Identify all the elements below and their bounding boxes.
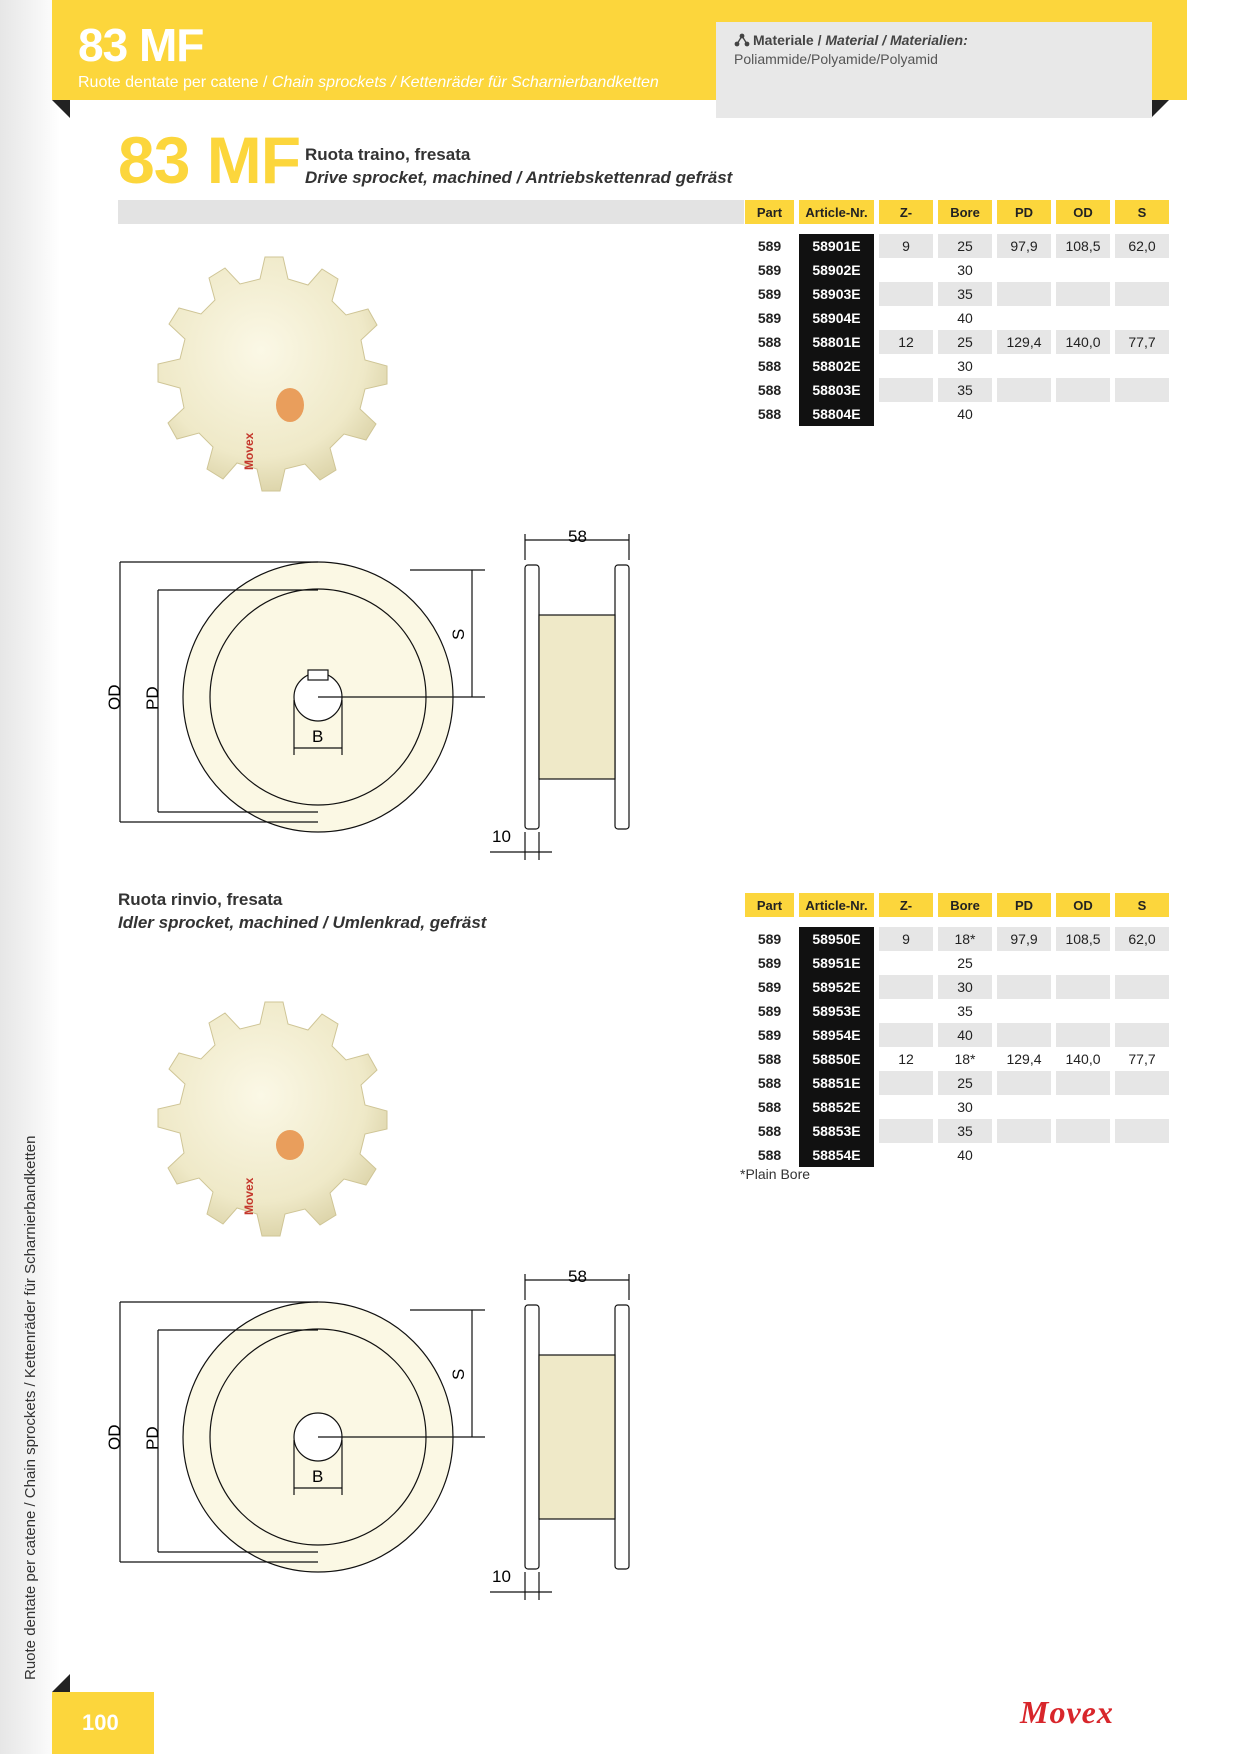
cell-pd bbox=[997, 1119, 1051, 1143]
cell-part: 589 bbox=[757, 1003, 782, 1019]
cell-od bbox=[1056, 1143, 1110, 1167]
cell-od: 140,0 bbox=[1065, 1051, 1101, 1067]
table-header-row bbox=[745, 200, 1169, 224]
cell-bore: 35 bbox=[938, 1119, 992, 1143]
cell-s bbox=[1115, 1095, 1169, 1119]
column-header-z: Z- bbox=[879, 200, 933, 224]
cell-s bbox=[1115, 258, 1169, 282]
table-row bbox=[745, 1095, 1169, 1119]
cell-bore: 40 bbox=[957, 310, 973, 326]
cell-art: 58851E bbox=[799, 1071, 874, 1095]
cell-bore: 30 bbox=[938, 975, 992, 999]
column-header-od: OD bbox=[1056, 200, 1110, 224]
column-header-s: S bbox=[1115, 893, 1169, 917]
brand-logo: Movex bbox=[1020, 1694, 1114, 1730]
cell-part: 588 bbox=[757, 1099, 782, 1115]
cell-z: 9 bbox=[879, 234, 933, 258]
cell-pd: 129,4 bbox=[997, 330, 1051, 354]
bore-hole bbox=[276, 1130, 304, 1160]
idler-technical-drawing bbox=[100, 1260, 660, 1600]
material-label: Materiale / Material / Materialien: bbox=[734, 32, 1134, 48]
cell-s bbox=[1115, 999, 1169, 1023]
cell-od bbox=[1056, 1119, 1110, 1143]
cell-s bbox=[1115, 306, 1169, 330]
cell-bore: 40 bbox=[957, 1147, 973, 1163]
cell-part: 589 bbox=[757, 310, 782, 326]
cell-z bbox=[879, 282, 933, 306]
dim-bore-label: B bbox=[312, 1467, 324, 1486]
cell-pd bbox=[997, 378, 1051, 402]
cell-s bbox=[1115, 975, 1169, 999]
cell-art: 58853E bbox=[799, 1119, 874, 1143]
header-title: 83 MF bbox=[78, 19, 204, 71]
drive-subtitle: Drive sprocket, machined / Antriebskettenrad gefräst bbox=[305, 168, 733, 187]
cell-pd bbox=[997, 1023, 1051, 1047]
drive-spec-table bbox=[740, 200, 1174, 426]
cell-s bbox=[1115, 951, 1169, 975]
cell-s bbox=[1115, 1143, 1169, 1167]
cell-part: 588 bbox=[757, 1147, 782, 1163]
dim-s-label: S bbox=[449, 628, 468, 640]
cell-pd bbox=[997, 402, 1051, 426]
table-row bbox=[745, 354, 1169, 378]
footer-triangle bbox=[52, 1674, 70, 1692]
cell-art: 58950E bbox=[799, 927, 874, 951]
cell-z: 9 bbox=[879, 927, 933, 951]
table-row bbox=[745, 330, 1169, 354]
cell-od: 108,5 bbox=[1056, 234, 1110, 258]
cell-od bbox=[1056, 999, 1110, 1023]
column-header-art: Article-Nr. bbox=[799, 200, 874, 224]
cell-part: 589 bbox=[757, 931, 782, 947]
cell-z bbox=[879, 1119, 933, 1143]
dim-flange-label: 10 bbox=[492, 827, 511, 846]
cell-od bbox=[1056, 951, 1110, 975]
cell-od bbox=[1056, 306, 1110, 330]
table-row bbox=[745, 1071, 1169, 1095]
cell-art: 58854E bbox=[799, 1143, 874, 1167]
column-header-pd: PD bbox=[997, 200, 1051, 224]
idler-spec-table bbox=[740, 893, 1174, 1167]
column-header-pd: PD bbox=[997, 893, 1051, 917]
cell-od: 108,5 bbox=[1056, 927, 1110, 951]
cell-s: 77,7 bbox=[1115, 330, 1169, 354]
drive-technical-drawing bbox=[100, 520, 660, 860]
cell-od bbox=[1056, 258, 1110, 282]
cell-pd: 97,9 bbox=[997, 234, 1051, 258]
table-row bbox=[745, 282, 1169, 306]
table-row bbox=[745, 234, 1169, 258]
cell-bore: 18* bbox=[954, 1051, 976, 1067]
cell-od bbox=[1056, 402, 1110, 426]
corner-triangle-left bbox=[52, 100, 70, 118]
cell-bore: 25 bbox=[938, 330, 992, 354]
column-header-art: Article-Nr. bbox=[799, 893, 874, 917]
column-header-part: Part bbox=[745, 893, 794, 917]
cell-pd bbox=[997, 951, 1051, 975]
cell-s: 77,7 bbox=[1128, 1051, 1156, 1067]
sprocket-body bbox=[158, 1002, 387, 1236]
table-header-row bbox=[745, 893, 1169, 917]
dim-s-label: S bbox=[449, 1368, 468, 1380]
dim-pd-label: PD bbox=[143, 1426, 162, 1450]
material-value: Poliammide/Polyamide/Polyamid bbox=[734, 51, 938, 67]
cell-art: 58951E bbox=[799, 951, 874, 975]
cell-z bbox=[879, 402, 933, 426]
sprocket-body bbox=[158, 257, 387, 491]
side-running-title: Ruote dentate per catene / Chain sprockets / Kettenräder für Scharnierbandketten bbox=[22, 1135, 39, 1680]
cell-art: 58801E bbox=[799, 330, 874, 354]
column-header-s: S bbox=[1115, 200, 1169, 224]
cell-z bbox=[879, 1071, 933, 1095]
dim-bore-label: B bbox=[312, 727, 324, 746]
cell-s bbox=[1115, 1119, 1169, 1143]
cell-art: 58901E bbox=[799, 234, 874, 258]
cell-part: 589 bbox=[757, 262, 782, 278]
cell-art: 58903E bbox=[799, 282, 874, 306]
cell-pd: 97,9 bbox=[997, 927, 1051, 951]
cell-od bbox=[1056, 1023, 1110, 1047]
table-row bbox=[745, 975, 1169, 999]
cell-part: 589 bbox=[757, 955, 782, 971]
cell-pd bbox=[997, 1071, 1051, 1095]
cell-pd bbox=[997, 258, 1051, 282]
table-row bbox=[745, 927, 1169, 951]
idler-sprocket-photo bbox=[130, 990, 400, 1270]
photo-brand-mark: Movex bbox=[242, 1177, 256, 1215]
cell-part: 588 bbox=[757, 1075, 782, 1091]
cell-part: 588 bbox=[757, 406, 782, 422]
cell-od bbox=[1056, 282, 1110, 306]
cell-od bbox=[1056, 354, 1110, 378]
cell-pd bbox=[997, 1095, 1051, 1119]
cell-art: 58803E bbox=[799, 378, 874, 402]
cell-s bbox=[1115, 1071, 1169, 1095]
column-header-part: Part bbox=[745, 200, 794, 224]
cell-art: 58902E bbox=[799, 258, 874, 282]
table-row bbox=[745, 1119, 1169, 1143]
bore-hole bbox=[276, 388, 304, 422]
cell-pd: 129,4 bbox=[1006, 1051, 1042, 1067]
cell-part: 589 bbox=[757, 1027, 782, 1043]
dim-flange-label: 10 bbox=[492, 1567, 511, 1586]
cell-od bbox=[1056, 1071, 1110, 1095]
cell-z bbox=[879, 306, 933, 330]
cell-bore: 18* bbox=[938, 927, 992, 951]
drive-sprocket-photo bbox=[130, 245, 400, 525]
section-title-big: 83 MF bbox=[118, 123, 301, 197]
table-row bbox=[745, 1023, 1169, 1047]
dim-width-label: 58 bbox=[568, 1267, 587, 1286]
section-bar bbox=[118, 200, 744, 224]
footnote: *Plain Bore bbox=[740, 1166, 811, 1182]
table-row bbox=[745, 402, 1169, 426]
cell-art: 58952E bbox=[799, 975, 874, 999]
cell-s bbox=[1115, 402, 1169, 426]
cell-s bbox=[1115, 282, 1169, 306]
cell-z bbox=[879, 354, 933, 378]
cell-z bbox=[879, 1023, 933, 1047]
cell-pd bbox=[997, 975, 1051, 999]
idler-subtitle: Idler sprocket, machined / Umlenkrad, gefräst bbox=[118, 913, 487, 932]
table-row bbox=[745, 306, 1169, 330]
cell-part: 589 bbox=[757, 979, 782, 995]
cell-s bbox=[1115, 378, 1169, 402]
cell-part: 588 bbox=[757, 358, 782, 374]
cell-z: 12 bbox=[879, 330, 933, 354]
cell-art: 58953E bbox=[799, 999, 874, 1023]
column-header-od: OD bbox=[1056, 893, 1110, 917]
cell-z bbox=[879, 378, 933, 402]
cell-s: 62,0 bbox=[1115, 927, 1169, 951]
table-row bbox=[745, 1047, 1169, 1071]
dim-width-label: 58 bbox=[568, 527, 587, 546]
cell-bore: 25 bbox=[957, 955, 973, 971]
cell-od bbox=[1056, 1095, 1110, 1119]
cell-part: 589 bbox=[757, 286, 782, 302]
cell-art: 58852E bbox=[799, 1095, 874, 1119]
cell-z bbox=[879, 975, 933, 999]
column-header-bore: Bore bbox=[938, 893, 992, 917]
header-subtitle: Ruote dentate per catene / Chain sprockets / Kettenräder für Scharnierbandketten bbox=[78, 74, 659, 91]
cell-pd bbox=[997, 282, 1051, 306]
cell-art: 58802E bbox=[799, 354, 874, 378]
table-row bbox=[745, 951, 1169, 975]
table-row bbox=[745, 258, 1169, 282]
material-box bbox=[716, 22, 1152, 118]
cell-z bbox=[879, 258, 933, 282]
cell-bore: 35 bbox=[938, 282, 992, 306]
cell-part: 589 bbox=[757, 238, 782, 254]
dim-od-label: OD bbox=[105, 684, 124, 710]
cell-z bbox=[879, 999, 933, 1023]
dim-od-label: OD bbox=[105, 1424, 124, 1450]
molecule-icon bbox=[734, 33, 750, 47]
cell-pd bbox=[997, 1143, 1051, 1167]
cell-z bbox=[879, 1143, 933, 1167]
cell-bore: 30 bbox=[957, 1099, 973, 1115]
table-row bbox=[745, 1143, 1169, 1167]
cell-part: 588 bbox=[757, 334, 782, 350]
cell-bore: 40 bbox=[938, 1023, 992, 1047]
column-header-z: Z- bbox=[879, 893, 933, 917]
column-header-bore: Bore bbox=[938, 200, 992, 224]
page-number: 100 bbox=[82, 1710, 119, 1735]
cell-s bbox=[1115, 1023, 1169, 1047]
cell-art: 58954E bbox=[799, 1023, 874, 1047]
cell-art: 58804E bbox=[799, 402, 874, 426]
photo-brand-mark: Movex bbox=[242, 432, 256, 470]
cell-z: 12 bbox=[898, 1051, 914, 1067]
cell-bore: 40 bbox=[957, 406, 973, 422]
table-row bbox=[745, 378, 1169, 402]
idler-title: Ruota rinvio, fresata bbox=[118, 890, 283, 909]
drive-title: Ruota traino, fresata bbox=[305, 145, 471, 164]
cell-bore: 25 bbox=[938, 234, 992, 258]
cell-part: 588 bbox=[757, 1123, 782, 1139]
cell-art: 58850E bbox=[799, 1047, 874, 1071]
cell-od bbox=[1056, 378, 1110, 402]
cell-bore: 25 bbox=[938, 1071, 992, 1095]
cell-s bbox=[1115, 354, 1169, 378]
cell-bore: 30 bbox=[957, 262, 973, 278]
cell-z bbox=[879, 1095, 933, 1119]
cell-part: 588 bbox=[757, 1051, 782, 1067]
cell-pd bbox=[997, 999, 1051, 1023]
table-row bbox=[745, 999, 1169, 1023]
cell-bore: 35 bbox=[938, 378, 992, 402]
cell-bore: 35 bbox=[957, 1003, 973, 1019]
cell-part: 588 bbox=[757, 382, 782, 398]
corner-triangle-right bbox=[1151, 100, 1169, 118]
cell-s: 62,0 bbox=[1115, 234, 1169, 258]
cell-od: 140,0 bbox=[1056, 330, 1110, 354]
cell-pd bbox=[997, 354, 1051, 378]
cell-bore: 30 bbox=[957, 358, 973, 374]
cell-pd bbox=[997, 306, 1051, 330]
dim-pd-label: PD bbox=[143, 686, 162, 710]
cell-art: 58904E bbox=[799, 306, 874, 330]
cell-z bbox=[879, 951, 933, 975]
cell-od bbox=[1056, 975, 1110, 999]
